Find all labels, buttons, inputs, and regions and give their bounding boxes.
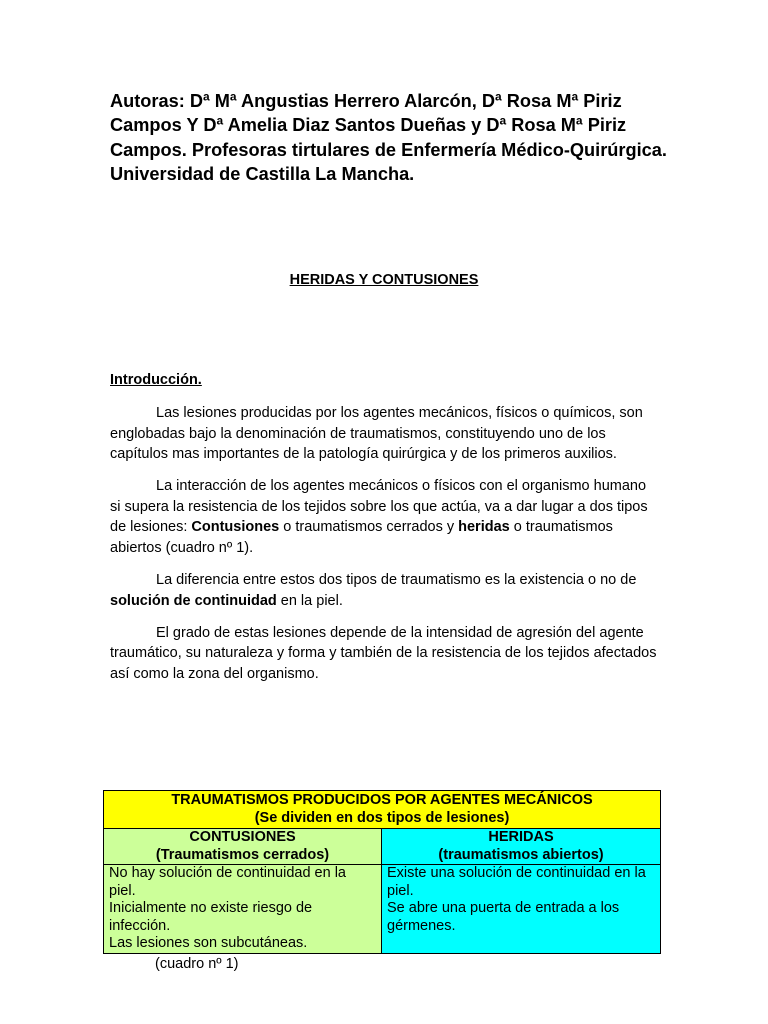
traumatism-table xyxy=(103,790,661,954)
contusiones-body-cell xyxy=(104,865,382,954)
contusiones-item: No hay solución de continuidad en la piel. xyxy=(109,865,346,899)
document-title: HERIDAS Y CONTUSIONES xyxy=(289,272,479,288)
paragraph-1: Las lesiones producidas por los agentes mecánicos, físicos o químicos, son englobadas bajo la denominación de traumatismos, constituyendo uno de los capítulos mas importantes de la patología quirúrgica y de los primeros auxilios. xyxy=(110,405,643,463)
paragraph-2 xyxy=(110,476,660,558)
authors-paragraph: Autoras: Dª Mª Angustias Herrero Alarcón, Dª Rosa Mª Piriz Campos Y Dª Amelia Diaz Santos Dueñas y Dª Rosa Mª Piriz Campos. Profesoras tirtulares de Enfermería Médico-Quirúrgica. Universidad de Castilla La Mancha. xyxy=(110,91,667,184)
paragraph-2-text: La interacción de los agentes mecánicos o físicos con el organismo humano si supera la resistencia de los tejidos sobre los que actúa, va a dar lugar a dos tipos de lesiones: xyxy=(110,478,648,536)
table-subheader-row xyxy=(104,829,661,865)
contusiones-item: Inicialmente no existe riesgo de infección. xyxy=(109,900,313,934)
paragraph-3-text: en la piel. xyxy=(276,592,343,609)
bold-term-contusiones: Contusiones xyxy=(191,519,280,536)
heridas-item: Se abre una puerta de entrada a los gérmenes. xyxy=(387,900,620,934)
table-header-cell xyxy=(104,791,661,829)
heridas-item: Existe una solución de continuidad en la piel. xyxy=(387,865,646,899)
bold-term-heridas: heridas xyxy=(458,519,510,536)
contusiones-item: Las lesiones son subcutáneas. xyxy=(109,935,308,951)
contusiones-header-cell xyxy=(104,829,382,865)
table-body-row xyxy=(104,865,661,954)
table-caption: (cuadro nº 1) xyxy=(155,956,239,972)
paragraph-3-text: La diferencia entre estos dos tipos de traumatismo es la existencia o no de xyxy=(156,572,637,589)
paragraph-2-text: o traumatismos cerrados y xyxy=(279,519,459,536)
table-header-row xyxy=(104,791,661,829)
paragraph-4: El grado de estas lesiones depende de la intensidad de agresión del agente traumático, su naturaleza y forma y también de la resistencia de los tejidos afectados así como la zona del organismo. xyxy=(110,624,657,683)
contusiones-subtitle: (Traumatismos cerrados) xyxy=(155,846,330,863)
heridas-header-cell xyxy=(382,829,661,865)
bold-term-solucion: solución de continuidad xyxy=(110,592,277,609)
contusiones-title: CONTUSIONES xyxy=(189,829,296,845)
paragraph-2-text: o traumatismos abiertos (cuadro nº 1). xyxy=(110,519,613,557)
section-heading: Introducción. xyxy=(110,372,202,388)
heridas-body-cell xyxy=(382,865,661,954)
heridas-subtitle: (traumatismos abiertos) xyxy=(438,846,604,863)
paragraph-3 xyxy=(110,570,660,611)
heridas-title: HERIDAS xyxy=(488,829,554,845)
table-header-line-2: (Se dividen en dos tipos de lesiones) xyxy=(254,809,510,826)
table-header-line-1: TRAUMATISMOS PRODUCIDOS POR AGENTES MECÁNICOS xyxy=(171,792,593,808)
body-text xyxy=(110,403,660,696)
